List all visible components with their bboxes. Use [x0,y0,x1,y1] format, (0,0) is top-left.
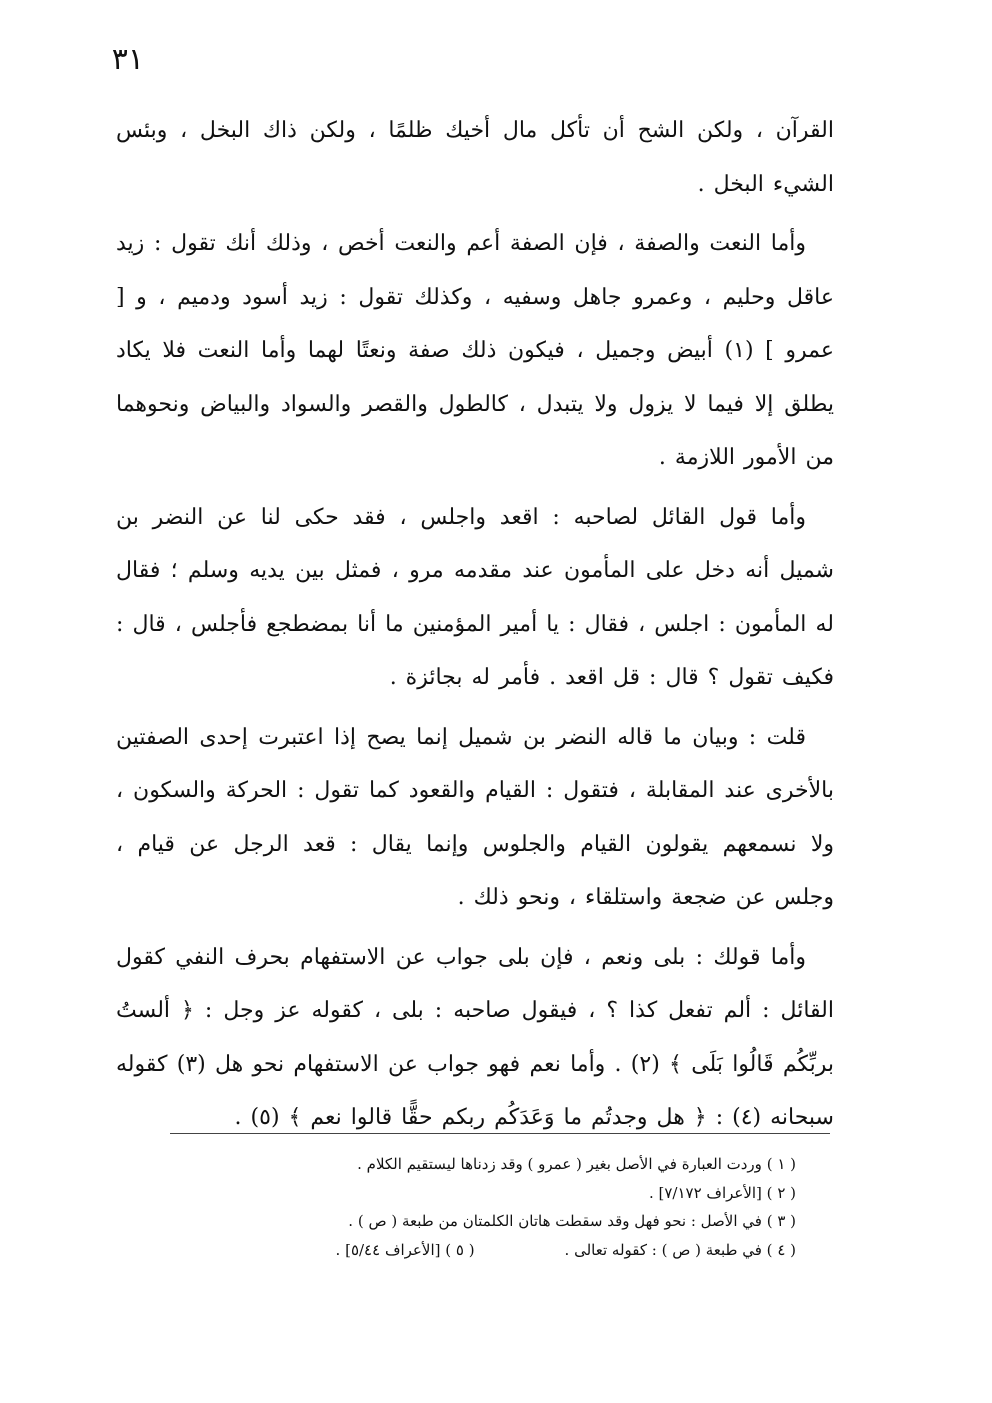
footnote-2: ( ٢ ) [الأعراف ٧/١٧٢] . [648,1183,796,1202]
footnote-3: ( ٣ ) في الأصل : نحو فهل وقد سقطت هاتان الكلمتان من طبعة ( ص ) . [348,1212,796,1230]
page-number: ٣١ [111,42,144,77]
paragraph-3: وأما قول القائل لصاحبه : اقعد واجلس ، فقد حكى لنا عن النضر بن شميل أنه دخل على المأمون عند مقدمه مرو ، فمثل بين يديه وسلم ؛ فقال له المأمون : اجلس ، فقال : يا أمير المؤمنين ما أنا بمضطجع فأجلس ، قال : فكيف تقول ؟ قال : قل اقعد . فأمر له بجائزة . [116,504,834,690]
footnote-divider [170,1133,830,1134]
paragraph-4: قلت : وبيان ما قاله النضر بن شميل إنما يصح إذا اعتبرت إحدى الصفتين بالأخرى عند المقابلة ، فتقول : القيام والقعود كما تقول : الحركة والسكون ، ولا نسمعهم يقولون القيام والجلوس وإنما يقال : قعد الرجل عن قيام ، وجلس عن ضجعة واستلقاء ، ونحو ذلك . [116,724,834,910]
paragraph-1: القرآن ، ولكن الشح أن تأكل مال أخيك ظلمًا ، ولكن ذاك البخل ، وبئس الشيء البخل . [116,118,834,197]
footnote-1: ( ١ ) وردت العبارة في الأصل بغير ( عمرو ) وقد زدناها ليستقيم الكلام . [357,1155,796,1173]
footnote-5: ( ٥ ) [الأعراف ٥/٤٤] . [335,1240,475,1259]
footnotes [156,1150,796,1264]
main-text [116,104,834,1151]
footnote-4: ( ٤ ) في طبعة ( ص ) : كقوله تعالى . [564,1240,796,1259]
footnote-4-5-row [156,1236,796,1265]
paragraph-5: وأما قولك : بلى ونعم ، فإن بلى جواب عن الاستفهام بحرف النفي كقول القائل : ألم تفعل كذا ؟ ، فيقول صاحبه : بلى ، كقوله عز وجل : ﴿ ألستُ بربِّكُم قَالُوا بَلَى ﴾ (٢) . وأما نعم فهو جواب عن الاستفهام نحو هل (٣) كقوله سبحانه (٤) : ﴿ هل وجدتُم ما وَعَدَكُم ربكم حقًّا قالوا نعم ﴾ (٥) . [116,944,835,1130]
paragraph-2: وأما النعت والصفة ، فإن الصفة أعم والنعت أخص ، وذلك أنك تقول : زيد عاقل وحليم ، وعمرو جاهل وسفيه ، وكذلك تقول : زيد أسود ودميم ، و [ عمرو ] (١) أبيض وجميل ، فيكون ذلك صفة ونعتًا لهما وأما النعت فلا يكاد يطلق إلا فيما لا يزول ولا يتبدل ، كالطول والقصر والسواد والبياض ونحوهما من الأمور اللازمة . [116,231,834,470]
